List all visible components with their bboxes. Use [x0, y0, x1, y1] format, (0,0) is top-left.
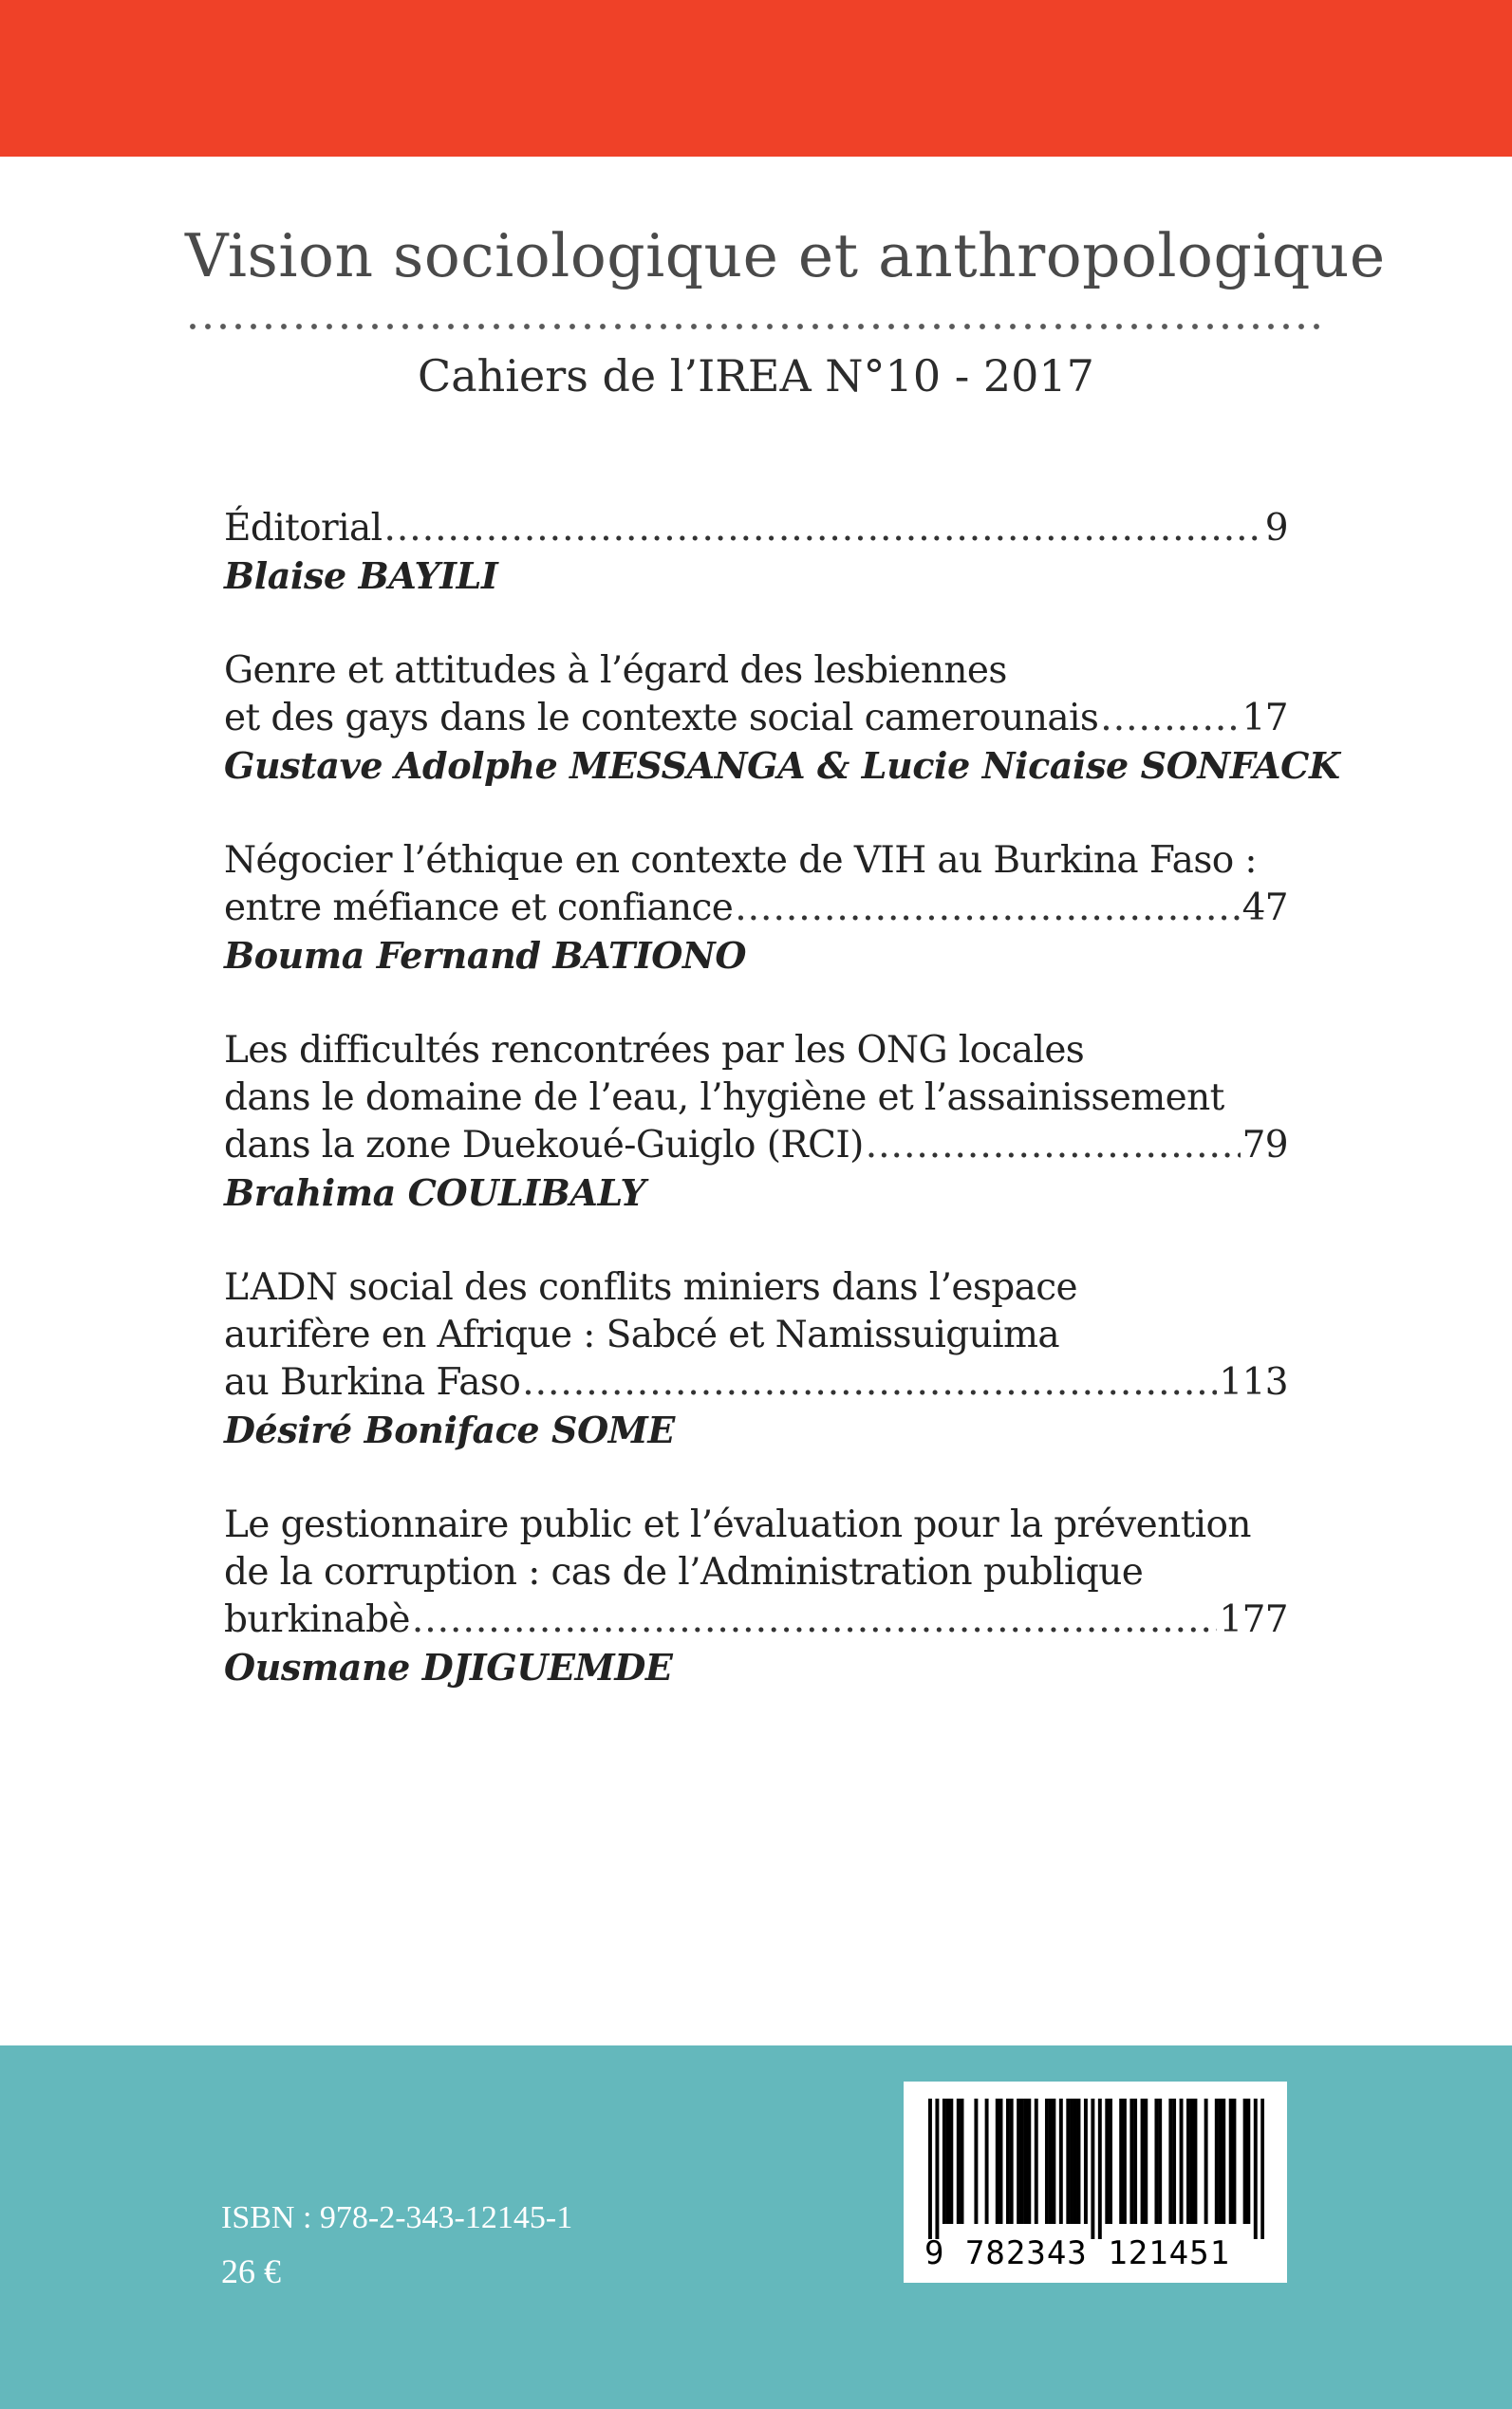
barcode-guard-bar: [1254, 2099, 1258, 2239]
barcode-bar: [1144, 2099, 1148, 2224]
barcode-bar: [1154, 2099, 1158, 2224]
toc-page-number: 47: [1241, 887, 1288, 929]
price-text: 26 €: [221, 2252, 281, 2290]
barcode-bar: [946, 2099, 950, 2224]
toc-page-number: 113: [1219, 1361, 1288, 1404]
toc-entry: [224, 505, 1288, 600]
toc-title-line: Le gestionnaire public et l’évaluation pour la prévention: [224, 1503, 1251, 1546]
barcode-bar: [1024, 2099, 1028, 2224]
toc-title-line: [224, 1597, 1288, 1644]
toc-entry: [224, 1264, 1288, 1454]
toc-title-line: [224, 695, 1288, 742]
barcode-bar: [1193, 2099, 1197, 2224]
toc-title-line: aurifère en Afrique : Sabcé et Namissuiguima: [224, 1314, 1060, 1356]
toc-title: Éditorial: [224, 507, 383, 550]
barcode-bar: [1222, 2099, 1225, 2224]
table-of-contents: [224, 505, 1340, 1739]
barcode-bar: [1158, 2099, 1162, 2224]
toc-title-line: de la corruption : cas de l’Administration publique: [224, 1551, 1144, 1594]
barcode-bar: [1180, 2099, 1184, 2224]
barcode-bar: [1049, 2099, 1053, 2224]
toc-title-line: Négocier l’éthique en contexte de VIH au Burkina Faso :: [224, 839, 1257, 882]
toc-title-line: [224, 885, 1288, 932]
barcode-bar: [1052, 2099, 1055, 2224]
barcode-guard-bar: [1091, 2099, 1094, 2239]
barcode-bar: [1204, 2099, 1208, 2224]
barcode-bar: [1073, 2099, 1077, 2224]
barcode-bar: [1084, 2099, 1088, 2224]
issue-subtitle: Cahiers de l’IREA N°10 - 2017: [418, 350, 1094, 402]
toc-page-number: 177: [1219, 1598, 1288, 1641]
dot-leader: [384, 505, 1263, 552]
toc-title-line: [224, 1122, 1288, 1169]
toc-author: Bouma Fernand BATIONO: [224, 934, 747, 977]
toc-author: Blaise BAYILI: [224, 554, 498, 597]
dot-leader: [1100, 695, 1240, 742]
toc-author: Gustave Adolphe MESSANGA & Lucie Nicaise SONFACK: [224, 744, 1340, 787]
toc-entry: [224, 1502, 1288, 1691]
barcode-bar: [1077, 2099, 1081, 2224]
barcode-bar: [1035, 2099, 1038, 2224]
barcode-bar: [1045, 2099, 1049, 2224]
toc-entry: [224, 837, 1288, 980]
toc-page-number: 17: [1241, 697, 1288, 739]
barcode-bar: [1027, 2099, 1031, 2224]
barcode-bar: [949, 2099, 953, 2224]
toc-entry: [224, 1027, 1288, 1217]
barcode-bar: [1172, 2099, 1176, 2224]
barcode-bar: [1215, 2099, 1219, 2224]
barcode-bar: [1020, 2099, 1024, 2224]
toc-title: et des gays dans le contexte social camerounais: [224, 697, 1099, 739]
toc-author: Désiré Boniface SOME: [224, 1409, 675, 1451]
series-title: Vision sociologique et anthropologique: [185, 221, 1386, 290]
dot-leader: [866, 1122, 1241, 1169]
toc-title-line: [224, 505, 1288, 552]
dot-leader: [522, 1359, 1217, 1407]
toc-page-number: 9: [1264, 507, 1288, 550]
barcode-bar: [1059, 2099, 1063, 2224]
dot-leader: [735, 885, 1240, 932]
toc-page-number: 79: [1241, 1124, 1288, 1167]
barcode-bar: [1232, 2099, 1236, 2224]
barcode-guard-bar: [1260, 2099, 1264, 2239]
barcode-bar: [1105, 2099, 1109, 2224]
barcode-bar: [1186, 2099, 1190, 2224]
barcode-bar: [1133, 2099, 1137, 2224]
barcode-guard-bar: [935, 2099, 939, 2239]
barcode-bar: [1017, 2099, 1020, 2224]
toc-title: entre méfiance et confiance: [224, 887, 734, 929]
toc-title-line: Les difficultés rencontrées par les ONG locales: [224, 1029, 1085, 1072]
barcode-bar: [985, 2099, 989, 2224]
toc-author: Ousmane DJIGUEMDE: [224, 1646, 673, 1689]
barcode-bar: [1129, 2099, 1133, 2224]
toc-author: Brahima COULIBALY: [224, 1171, 646, 1214]
isbn-text: ISBN : 978-2-343-12145-1: [221, 2200, 573, 2235]
dotted-divider: [185, 323, 1327, 330]
barcode-bar: [1119, 2099, 1123, 2224]
barcode-bar: [961, 2099, 964, 2224]
toc-title: burkinabè: [224, 1598, 410, 1641]
barcode-bar: [1219, 2099, 1223, 2224]
toc-title-line: dans le domaine de l’eau, l’hygiène et l’assainissement: [224, 1076, 1224, 1119]
toc-title: au Burkina Faso: [224, 1361, 521, 1404]
barcode-bar: [999, 2099, 1003, 2224]
barcode-bar: [1070, 2099, 1073, 2224]
barcode-bar: [1109, 2099, 1112, 2224]
barcode: [904, 2082, 1287, 2283]
barcode-bar: [1010, 2099, 1014, 2224]
barcode-bar: [996, 2099, 999, 2224]
barcode-bar: [1229, 2099, 1233, 2224]
barcode-bar: [1006, 2099, 1010, 2224]
barcode-bar: [957, 2099, 961, 2224]
barcode-bar: [943, 2099, 946, 2224]
barcode-bar: [1243, 2099, 1247, 2224]
toc-title-line: L’ADN social des conflits miniers dans l’espace: [224, 1266, 1078, 1309]
barcode-bar: [974, 2099, 978, 2224]
barcode-bars: [928, 2099, 1264, 2239]
barcode-bar: [1190, 2099, 1194, 2224]
barcode-guard-bar: [1098, 2099, 1102, 2239]
toc-title-line: [224, 1359, 1288, 1407]
barcode-digits: 9 782343 121451: [924, 2234, 1231, 2272]
dot-leader: [412, 1597, 1218, 1644]
barcode-bar: [1066, 2099, 1070, 2224]
barcode-guard-bar: [928, 2099, 932, 2239]
toc-entry: [224, 647, 1340, 790]
barcode-bar: [1141, 2099, 1145, 2224]
top-color-band: [0, 0, 1512, 157]
barcode-bar: [1123, 2099, 1127, 2224]
barcode-bar: [1168, 2099, 1172, 2224]
toc-title-line: Genre et attitudes à l’égard des lesbiennes: [224, 649, 1007, 692]
toc-title: dans la zone Duekoué-Guiglo (RCI): [224, 1124, 864, 1167]
barcode-bar: [1246, 2099, 1250, 2224]
